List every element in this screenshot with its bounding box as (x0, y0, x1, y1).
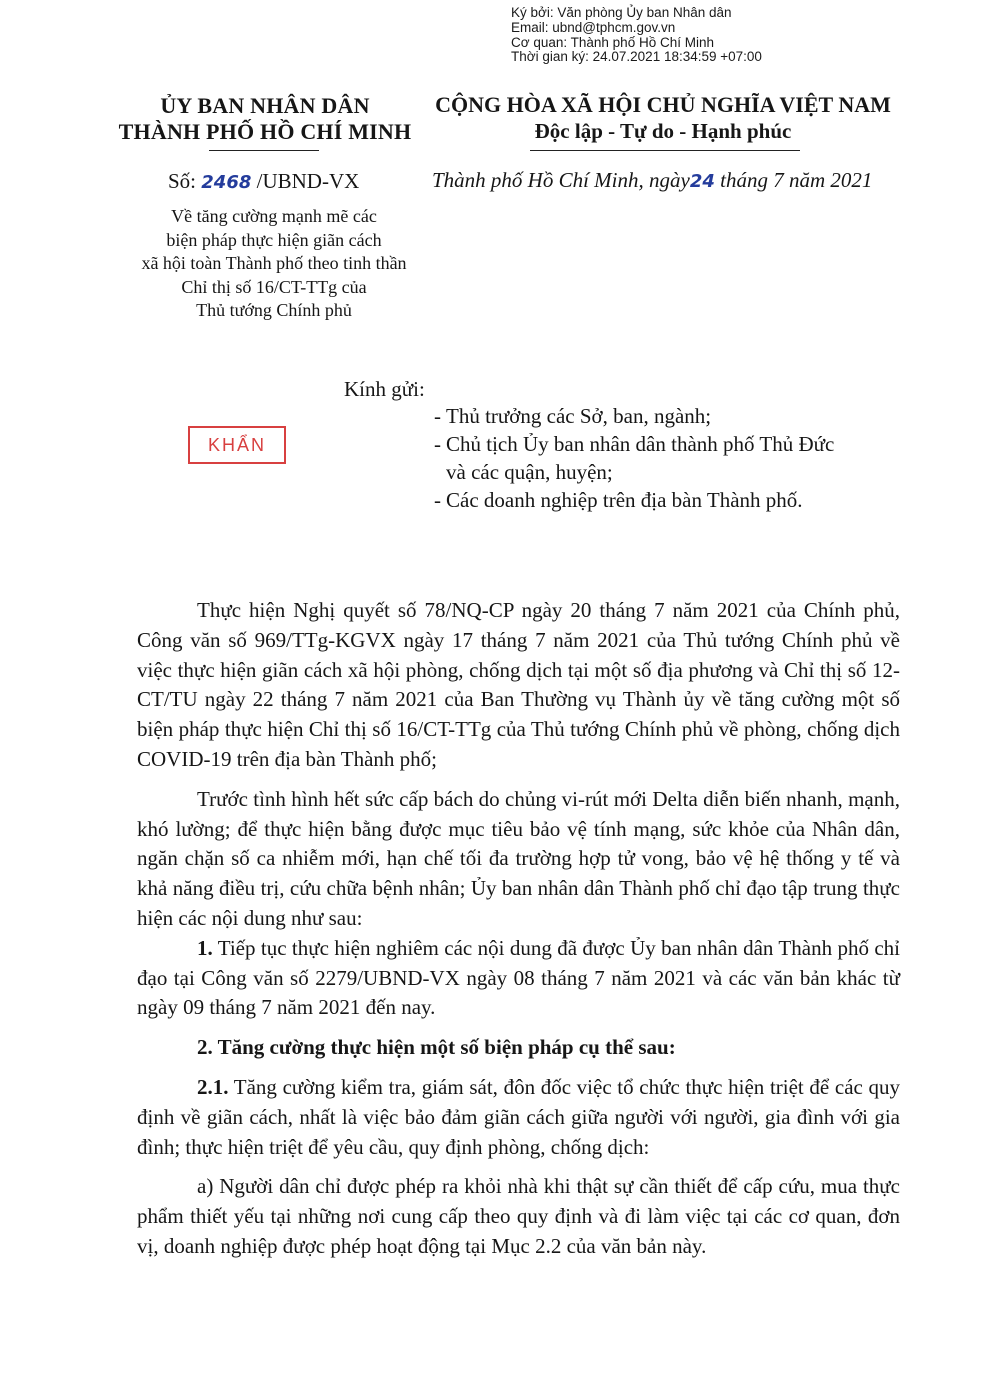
subject-line: xã hội toàn Thành phố theo tinh thần (141, 253, 407, 274)
digital-signature-block (511, 6, 811, 65)
subject-line: Chỉ thị số 16/CT-TTg của (181, 276, 367, 297)
signature-time: Thời gian ký: 24.07.2021 18:34:59 +07:00 (511, 49, 762, 65)
body-paragraph (137, 1073, 900, 1162)
date-day-handwritten: 24 (689, 171, 715, 192)
document-body (137, 596, 900, 1262)
issuer-header (100, 93, 430, 145)
signature-signer: Ký bởi: Văn phòng Ủy ban Nhân dân (511, 5, 732, 20)
subject-line: Thủ tướng Chính phủ (196, 300, 352, 321)
recipient-item: - Chủ tịch Ủy ban nhân dân thành phố Thủ Đức (434, 430, 954, 458)
document-number-suffix: /UBND-VX (251, 169, 360, 193)
document-number-handwritten: 2468 (201, 172, 252, 193)
item-number: 1. (197, 935, 213, 960)
item-text: Tăng cường kiểm tra, giám sát, đôn đốc việc tổ chức thực hiện triệt để các quy định về giãn cách, nhất là việc bảo đảm giãn cách giữa người với người, gia đình với gia đình; thực hiện triệt để yêu cầu, quy định phòng, chống dịch: (137, 1074, 900, 1159)
document-number-prefix: Số: (168, 169, 202, 193)
document-number (168, 169, 359, 194)
item-text: Tiếp tục thực hiện nghiêm các nội dung đã được Ủy ban nhân dân Thành phố chỉ đạo tại Công văn số 2279/UBND-VX ngày 08 tháng 7 năm 2021 và các văn bản khác từ ngày 09 tháng 7 năm 2021 đến nay. (137, 935, 900, 1020)
date-line (432, 168, 872, 193)
recipients-heading: Kính gửi: (344, 377, 425, 401)
subject-line: biện pháp thực hiện giãn cách (166, 229, 382, 250)
national-header (428, 91, 898, 145)
body-paragraph: a) Người dân chỉ được phép ra khỏi nhà khi thật sự cần thiết để cấp cứu, mua thực phẩm thiết yếu tại những nơi cung cấp theo quy định và đi làm việc tại các cơ quan, đơn vị, doanh nghiệp được phép hoạt động tại Mục 2.2 của văn bản này. (137, 1174, 900, 1258)
recipients-list (434, 402, 954, 514)
date-line-prefix: Thành phố Hồ Chí Minh, ngày (432, 168, 690, 192)
subject-line: Về tăng cường mạnh mẽ các (171, 206, 377, 226)
body-paragraph: Trước tình hình hết sức cấp bách do chủng vi-rút mới Delta diễn biến nhanh, mạnh, khó lường; để thực hiện bằng được mục tiêu bảo vệ tính mạng, sức khỏe của Nhân dân, ngăn chặn số ca nhiễm mới, hạn chế tối đa trường hợp tử vong, bảo vệ hệ thống y tế và khả năng điều trị, cứu chữa bệnh nhân; Ủy ban nhân dân Thành phố chỉ đạo tập trung thực hiện các nội dung như sau: (137, 786, 900, 930)
national-motto: Độc lập - Tự do - Hạnh phúc (534, 119, 792, 143)
recipient-item-continuation: và các quận, huyện; (446, 460, 613, 484)
section-heading: 2. Tăng cường thực hiện một số biện pháp cụ thể sau: (197, 1035, 676, 1060)
recipient-item: - Thủ trưởng các Sở, ban, ngành; (434, 402, 954, 430)
item-number: 2.1. (197, 1074, 229, 1099)
issuer-line-1: ỦY BAN NHÂN DÂN (160, 93, 370, 118)
issuer-underline (209, 150, 319, 151)
issuer-line-2: THÀNH PHỐ HỒ CHÍ MINH (118, 119, 412, 144)
recipient-item: - Các doanh nghiệp trên địa bàn Thành phố. (434, 486, 954, 514)
body-paragraph (137, 934, 900, 1023)
signature-email: Email: ubnd@tphcm.gov.vn (511, 19, 676, 35)
signature-agency: Cơ quan: Thành phố Hồ Chí Minh (511, 34, 714, 50)
document-subject (110, 205, 438, 323)
national-title: CỘNG HÒA XÃ HỘI CHỦ NGHĨA VIỆT NAM (435, 92, 891, 117)
body-paragraph: Thực hiện Nghị quyết số 78/NQ-CP ngày 20 tháng 7 năm 2021 của Chính phủ, Công văn số 969/TTg-KGVX ngày 17 tháng 7 năm 2021 của Thủ tướng Chính phủ về việc thực hiện giãn cách xã hội phòng, chống dịch tại một số địa phương và Chỉ thị số 12-CT/TU ngày 22 tháng 7 năm 2021 của Ban Thường vụ Thành ủy về tăng cường một số biện pháp thực hiện Chỉ thị số 16/CT-TTg của Thủ tướng Chính phủ về phòng, chống dịch COVID-19 trên địa bàn Thành phố; (137, 598, 900, 771)
motto-underline (530, 150, 800, 151)
urgent-stamp: KHẨN (188, 426, 286, 464)
date-line-suffix: tháng 7 năm 2021 (714, 168, 873, 192)
